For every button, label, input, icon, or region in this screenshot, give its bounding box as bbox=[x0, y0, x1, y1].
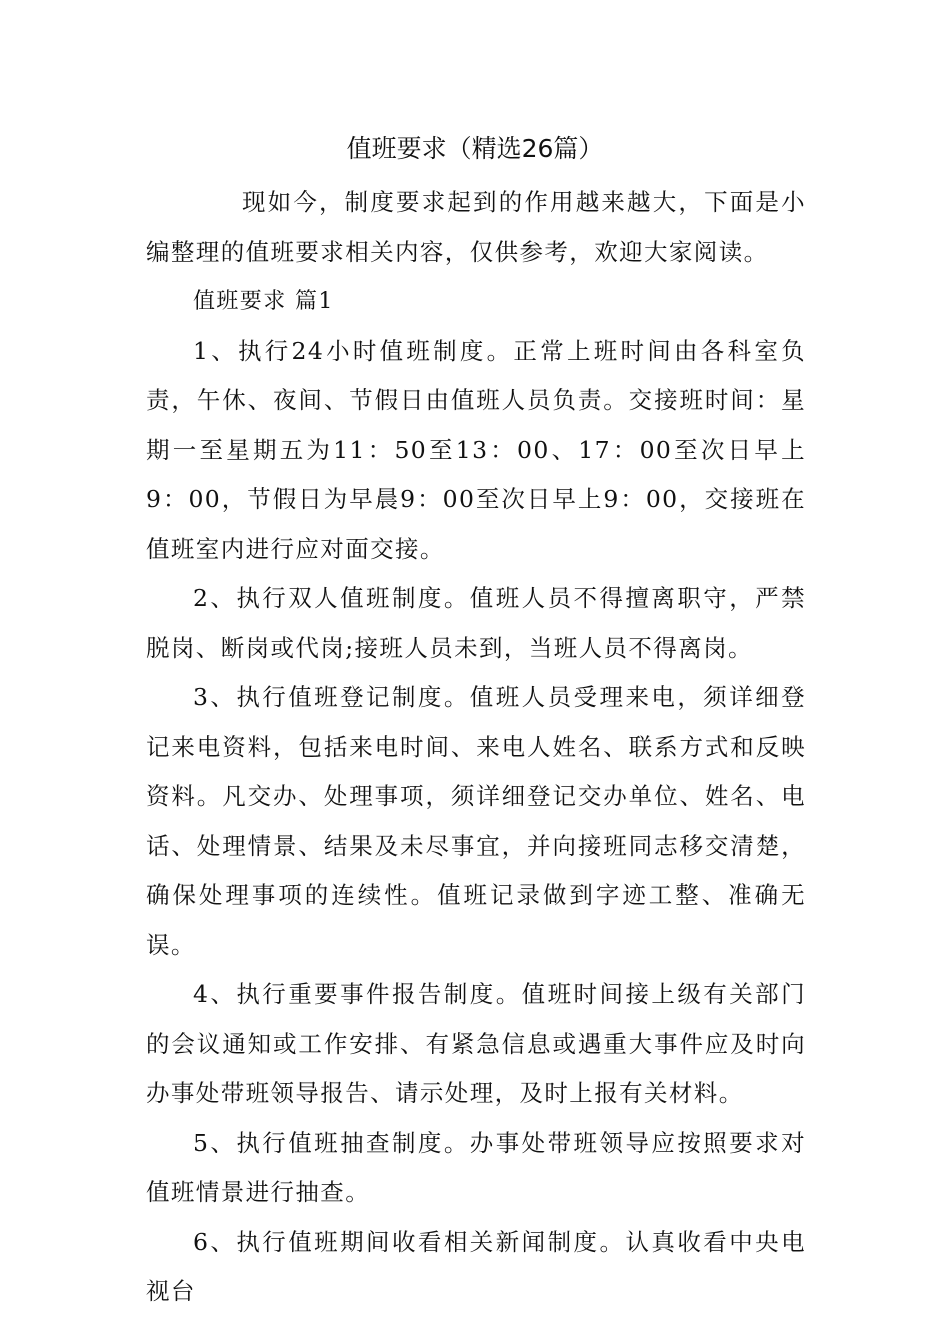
document-title: 值班要求（精选26篇） bbox=[346, 134, 604, 163]
list-item: 3、执行值班登记制度。值班人员受理来电，须详细登记来电资料，包括来电时间、来电人姓名、联系方式和反映资料。凡交办、处理事项，须详细登记交办单位、姓名、电话、处理情景、结果及未尽事宜，并向接班同志移交清楚，确保处理事项的连续性。值班记录做到字迹工整、准确无误。 bbox=[146, 683, 806, 959]
list-item: 5、执行值班抽查制度。办事处带班领导应按照要求对值班情景进行抽查。 bbox=[146, 1128, 806, 1206]
list-item: 1、执行24小时值班制度。正常上班时间由各科室负责，午休、夜间、节假日由值班人员负责。交接班时间：星期一至星期五为11：50至13：00、17：00至次日早上9：00，节假日为早晨9：00至次日早上9：00，交接班在值班室内进行应对面交接。 bbox=[146, 336, 806, 563]
list-item: 2、执行双人值班制度。值班人员不得擅离职守，严禁脱岗、断岗或代岗;接班人员未到，当班人员不得离岗。 bbox=[146, 584, 806, 662]
list-item: 4、执行重要事件报告制度。值班时间接上级有关部门的会议通知或工作安排、有紧急信息或遇重大事件应及时向办事处带班领导报告、请示处理，及时上报有关材料。 bbox=[146, 980, 806, 1107]
list-item: 6、执行值班期间收看相关新闻制度。认真收看中央电视台 bbox=[146, 1227, 806, 1305]
intro-paragraph: 现如今，制度要求起到的作用越来越大，下面是小编整理的值班要求相关内容，仅供参考，欢迎大家阅读。 bbox=[146, 188, 806, 266]
section-heading: 值班要求 篇1 bbox=[193, 289, 334, 314]
document-body bbox=[146, 178, 806, 1317]
